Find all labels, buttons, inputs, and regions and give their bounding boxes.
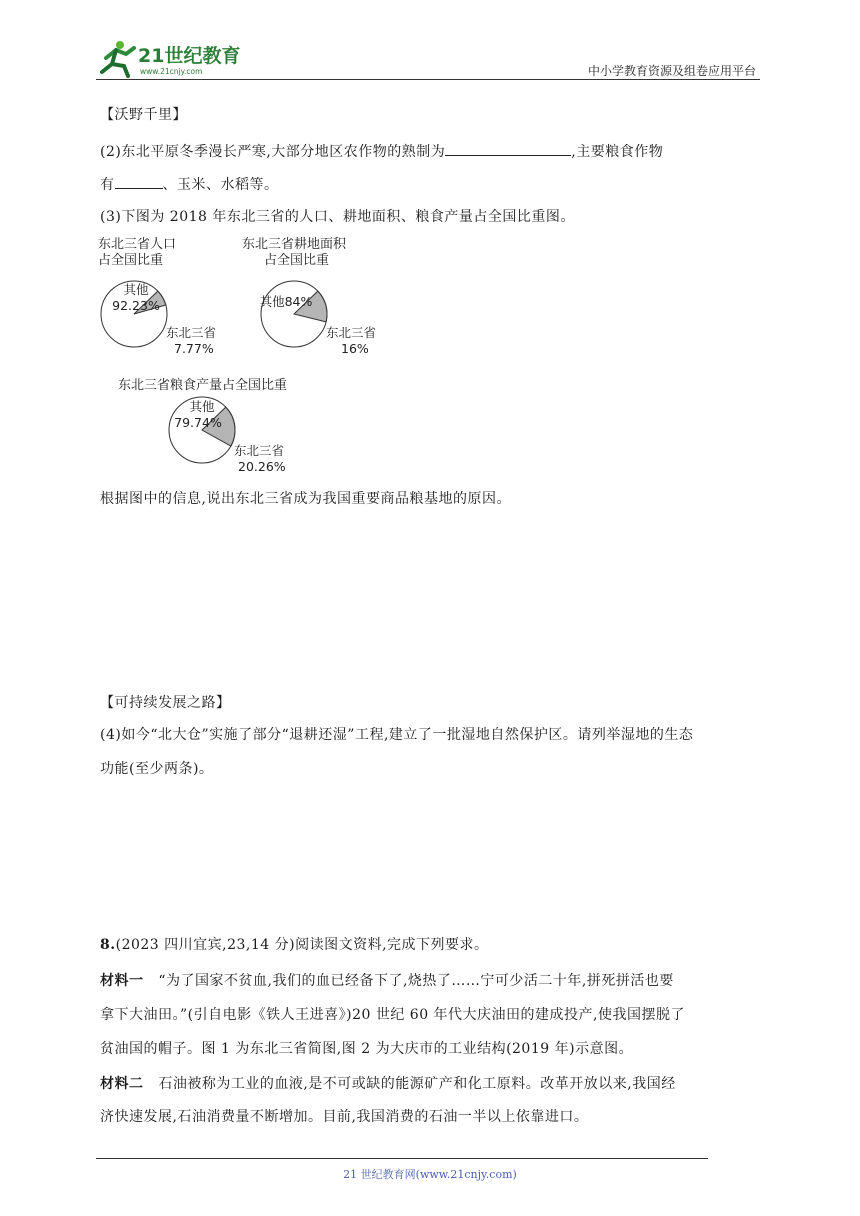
question-number: 8. xyxy=(100,937,116,953)
site-logo xyxy=(96,36,256,80)
platform-name: 中小学教育资源及组卷应用平台 xyxy=(587,64,756,78)
pie-1-label-northeast-value: 7.77% xyxy=(174,341,214,356)
pie-3-label-other-value: 79.74% xyxy=(174,415,222,430)
question-3-text: (3)下图为 2018 年东北三省的人口、耕地面积、粮食产量占全国比重图。 xyxy=(100,209,575,225)
question-4-line-2: 功能(至少两条)。 xyxy=(100,761,214,777)
pie-1-label-other-value: 92.23% xyxy=(112,298,160,313)
logo-url: www.21cnjy.com xyxy=(140,67,203,76)
material-1-line-1 xyxy=(100,972,760,990)
question-8-header xyxy=(100,936,760,954)
pie-title-1-line-1: 东北三省人口 xyxy=(98,237,177,252)
pie-2-label-northeast-name: 东北三省 xyxy=(326,325,377,340)
pie-2-label-other: 其他84% xyxy=(259,294,313,309)
q2-text-c: 有 xyxy=(100,177,115,193)
logo-text: 21世纪教育 xyxy=(138,45,241,67)
pie-1-label-northeast-name: 东北三省 xyxy=(166,325,217,340)
answer-blank-crop[interactable] xyxy=(115,174,163,189)
question-3-followup: 根据图中的信息,说出东北三省成为我国重要商品粮基地的原因。 xyxy=(100,491,511,507)
footer-divider xyxy=(96,1158,708,1159)
question-8-text: (2023 四川宜宾,23,14 分)阅读图文资料,完成下列要求。 xyxy=(115,937,489,953)
pie-title-3-line-1: 东北三省粮食产量占全国比重 xyxy=(118,378,288,393)
runner-logo-icon xyxy=(102,41,134,76)
material-1-line-3: 贫油国的帽子。图 1 为东北三省简图,图 2 为大庆市的工业结构(2019 年)示意图。 xyxy=(100,1041,634,1057)
q2-text-b: ,主要粮食作物 xyxy=(571,144,664,160)
footer-text: 21 世纪教育网(www.21cnjy.com) xyxy=(343,1168,517,1181)
pie-title-2-line-2: 占全国比重 xyxy=(264,253,330,268)
pie-1-label-other-name: 其他 xyxy=(123,282,149,297)
material-2-line-2: 济快速发展,石油消费量不断增加。目前,我国消费的石油一半以上依靠进口。 xyxy=(100,1109,589,1125)
material-1-label: 材料一 xyxy=(100,973,144,989)
pie-charts-figure xyxy=(96,234,416,480)
pie-title-1-line-2: 占全国比重 xyxy=(98,253,164,268)
section-title-fertile: 【沃野千里】 xyxy=(100,107,187,123)
material-2-text-1: 石油被称为工业的血液,是不可或缺的能源矿产和化工原料。改革开放以来,我国经 xyxy=(158,1076,676,1092)
pie-3-label-other-name: 其他 xyxy=(189,399,215,414)
q2-text-a: (2)东北平原冬季漫长严寒,大部分地区农作物的熟制为 xyxy=(100,144,446,160)
pie-2-label-northeast-value: 16% xyxy=(341,341,369,356)
question-2-line-1 xyxy=(100,141,760,161)
pie-title-2-line-1: 东北三省耕地面积 xyxy=(242,237,347,252)
section-title-sustainable: 【可持续发展之路】 xyxy=(100,695,231,711)
pie-3-label-northeast-name: 东北三省 xyxy=(234,443,285,458)
material-2-label: 材料二 xyxy=(100,1076,144,1092)
question-4-line-1: (4)如今“北大仓”实施了部分“退耕还湿”工程,建立了一批湿地自然保护区。请列举湿地的生态 xyxy=(100,727,694,743)
pie-3-label-northeast-value: 20.26% xyxy=(238,459,286,474)
material-2-line-1 xyxy=(100,1075,760,1093)
material-1-text-1: “为了国家不贫血,我们的血已经备下了,烧热了……宁可少活二十年,拼死拼活也要 xyxy=(158,973,674,989)
q2-text-d: 、玉米、水稻等。 xyxy=(162,177,279,193)
question-2-line-2 xyxy=(100,174,760,194)
answer-blank-cropping[interactable] xyxy=(445,141,571,156)
material-1-line-2: 拿下大油田。”(引自电影《铁人王进喜》)20 世纪 60 年代大庆油田的建成投产,使我国摆脱了 xyxy=(100,1007,686,1023)
header-divider xyxy=(96,79,760,80)
